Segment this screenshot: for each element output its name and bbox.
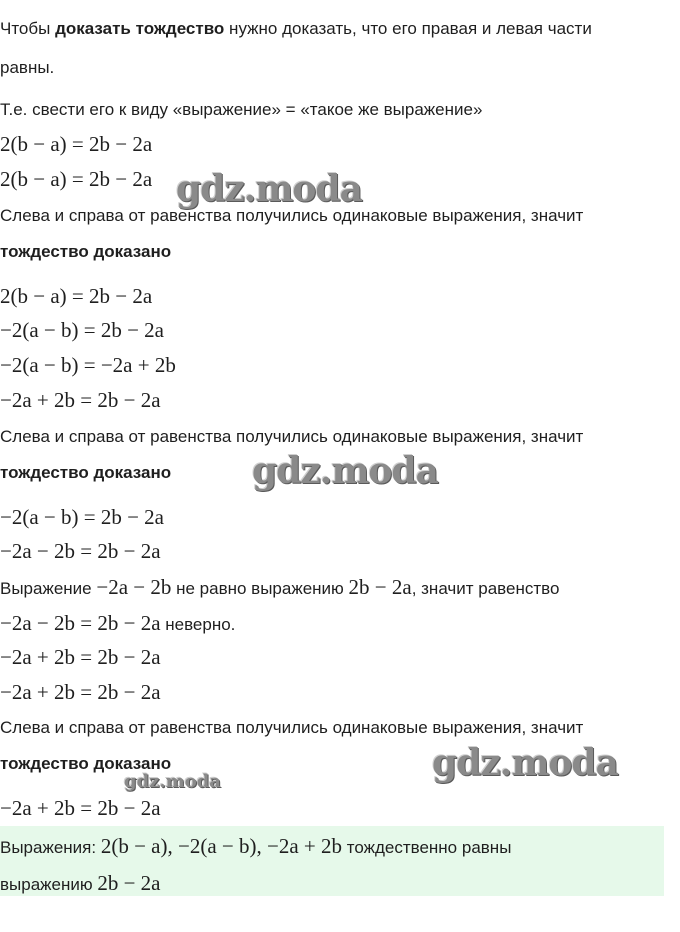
block3-verdict: [0, 611, 235, 637]
block3-eq3: −2a − 2b = 2b − 2a: [0, 611, 161, 635]
block1-eq2: 2(b − a) = 2b − 2a: [0, 167, 153, 191]
intro-text-a: Чтобы: [0, 19, 56, 38]
block3-eq1: −2(a − b) = 2b − 2a: [0, 505, 165, 529]
block3-text-c: , значит равенство: [411, 579, 560, 598]
block2-proved-text: тождество доказано: [0, 463, 172, 482]
block2-eq3: −2(a − b) = −2a + 2b: [0, 353, 176, 377]
watermark-2: gdz.moda: [252, 450, 438, 492]
block1-proved: [0, 240, 171, 264]
block4-conclusion: Слева и справа от равенства получились одинаковые выражения, значит: [0, 718, 584, 737]
answer-text2: выражению: [0, 875, 98, 894]
intro-bold: доказать тождество: [55, 19, 225, 38]
answer-line-1: [0, 834, 511, 860]
watermark-1: gdz.moda: [176, 168, 362, 210]
block3-eq2: −2a − 2b = 2b − 2a: [0, 539, 161, 563]
block4-eq2: −2a + 2b = 2b − 2a: [0, 680, 161, 704]
block2-eq4: −2a + 2b = 2b − 2a: [0, 388, 161, 412]
block1-proved-text: тождество доказано: [0, 242, 172, 261]
block2-eq1: 2(b − a) = 2b − 2a: [0, 284, 153, 308]
block4-eq3: −2a + 2b = 2b − 2a: [0, 796, 161, 820]
block2-eq2: −2(a − b) = 2b − 2a: [0, 318, 165, 342]
block3-statement: [0, 575, 559, 601]
answer-expr2: 2b − 2a: [97, 871, 161, 895]
answer-text: тождественно равны: [342, 838, 512, 857]
watermark-4: gdz.moda: [124, 771, 221, 792]
block2-proved: [0, 461, 171, 485]
answer-label: Выражения:: [0, 838, 101, 857]
block4-proved-text: тождество доказано: [0, 754, 172, 773]
answer-expr: 2(b − a), −2(a − b), −2a + 2b: [100, 834, 342, 858]
block3-text-a: Выражение: [0, 579, 97, 598]
block4-eq1: −2a + 2b = 2b − 2a: [0, 645, 161, 669]
block1-eq1: 2(b − a) = 2b − 2a: [0, 132, 153, 156]
block3-text-b: не равно выражению: [171, 579, 349, 598]
block3-expr1: −2a − 2b: [96, 575, 172, 599]
block2-conclusion: Слева и справа от равенства получились одинаковые выражения, значит: [0, 427, 584, 446]
answer-line-2: [0, 871, 161, 897]
intro-paragraph-1: [0, 17, 592, 41]
block3-text-d: неверно.: [160, 615, 236, 634]
block1-conclusion: Слева и справа от равенства получились одинаковые выражения, значит: [0, 206, 584, 225]
intro-paragraph-1-cont: равны.: [0, 58, 55, 77]
block3-expr2: 2b − 2a: [348, 575, 412, 599]
watermark-3: gdz.moda: [432, 742, 618, 784]
intro-text-b: нужно доказать, что его правая и левая части: [224, 19, 592, 38]
intro-paragraph-2: Т.е. свести его к виду «выражение» = «такое же выражение»: [0, 100, 483, 119]
